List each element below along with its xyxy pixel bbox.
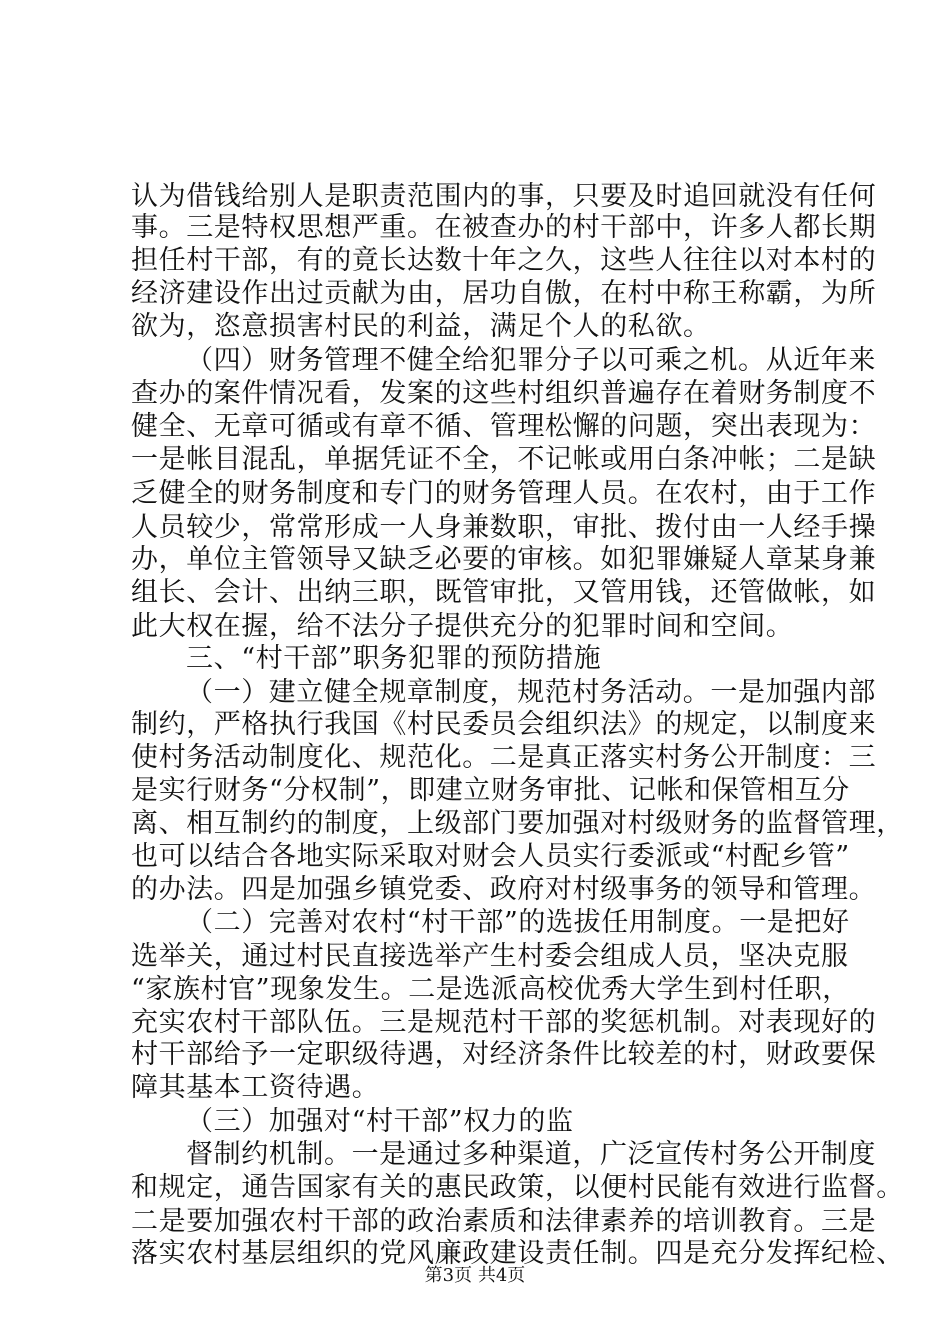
page-footer: 第3页 共4页: [424, 1265, 526, 1286]
text-line: 充实农村干部队伍。三是规范村干部的奖惩机制。对表现好的: [131, 1007, 877, 1038]
text-line: （四）财务管理不健全给犯罪分子以可乘之机。从近年来: [186, 345, 876, 376]
text-line: 健全、无章可循或有章不循、管理松懈的问题，突出表现为：: [131, 411, 877, 442]
text-line: “家族村官”现象发生。二是选派高校优秀大学生到村任职，: [131, 974, 850, 1005]
text-line: 一是帐目混乱，单据凭证不全，不记帐或用白条冲帐；二是缺: [131, 444, 877, 475]
text-line: 制约，严格执行我国《村民委员会组织法》的规定，以制度来: [131, 709, 877, 740]
text-line: 办，单位主管领导又缺乏必要的审核。如犯罪嫌疑人章某身兼: [131, 544, 877, 575]
text-line: 乏健全的财务制度和专门的财务管理人员。在农村，由于工作: [131, 478, 877, 509]
text-line: 选举关，通过村民直接选举产生村委会组成人员，坚决克服: [131, 941, 849, 972]
text-line: 和规定，通告国家有关的惠民政策，以便村民能有效进行监督。: [131, 1172, 904, 1203]
text-line: 障其基本工资待遇。: [131, 1072, 380, 1103]
text-line: 使村务活动制度化、规范化。二是真正落实村务公开制度：三: [131, 742, 877, 773]
text-line: 二是要加强农村干部的政治素质和法律素养的培训教育。三是: [131, 1206, 877, 1237]
text-line: （一）建立健全规章制度，规范村务活动。一是加强内部: [186, 677, 876, 708]
text-line: 也可以结合各地实际采取对财会人员实行委派或“村配乡管”: [131, 841, 850, 872]
text-line: 的办法。四是加强乡镇党委、政府对村级事务的领导和管理。: [131, 874, 877, 905]
text-line: 督制约机制。一是通过多种渠道，广泛宣传村务公开制度: [186, 1139, 876, 1170]
text-line: 事。三是特权思想严重。在被查办的村干部中，许多人都长期: [131, 212, 877, 243]
text-line: 村干部给予一定职级待遇，对经济条件比较差的村，财政要保: [131, 1039, 877, 1070]
text-line: 欲为，恣意损害村民的利益，满足个人的私欲。: [131, 311, 711, 342]
text-line: 三、“村干部”职务犯罪的预防措施: [186, 643, 602, 674]
text-line: （三）加强对“村干部”权力的监: [186, 1106, 574, 1137]
text-line: 人员较少，常常形成一人身兼数职，审批、拨付由一人经手操: [131, 512, 877, 543]
text-line: 落实农村基层组织的党风廉政建设责任制。四是充分发挥纪检、: [131, 1238, 904, 1269]
text-line: 此大权在握，给不法分子提供充分的犯罪时间和空间。: [131, 611, 794, 642]
text-line: 是实行财务“分权制”，即建立财务审批、记帐和保管相互分: [131, 775, 850, 806]
text-line: （二）完善对农村“村干部”的选拔任用制度。一是把好: [186, 907, 850, 938]
text-line: 担任村干部，有的竟长达数十年之久，这些人往往以对本村的: [131, 245, 877, 276]
text-line: 认为借钱给别人是职责范围内的事，只要及时追回就没有任何: [131, 181, 877, 212]
text-line: 经济建设作出过贡献为由，居功自傲，在村中称王称霸，为所: [131, 278, 877, 309]
text-line: 组长、会计、出纳三职，既管审批，又管用钱，还管做帐，如: [131, 577, 877, 608]
text-line: 离、相互制约的制度，上级部门要加强对村级财务的监督管理，: [131, 808, 904, 839]
text-line: 查办的案件情况看，发案的这些村组织普遍存在着财务制度不: [131, 378, 877, 409]
